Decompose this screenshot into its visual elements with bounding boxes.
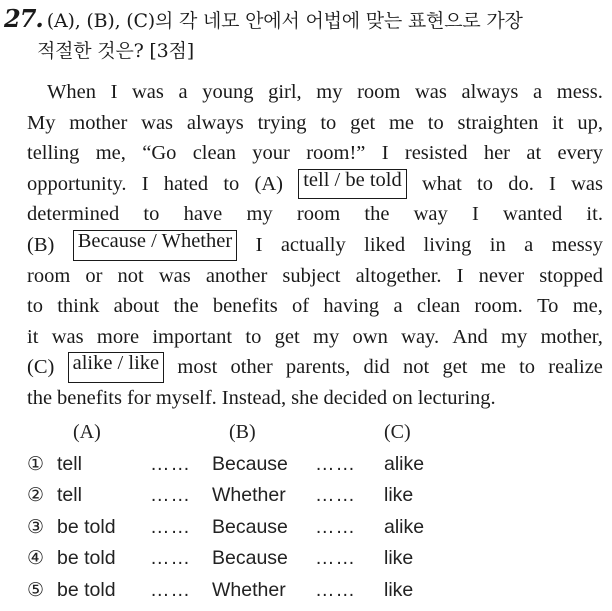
word: most: [177, 356, 218, 379]
word: was: [132, 81, 164, 103]
option-number: ③: [27, 515, 45, 538]
word: telling: [27, 142, 80, 165]
option-number: ①: [27, 452, 45, 475]
passage-line: [27, 322, 603, 353]
word: opportunity.: [27, 172, 127, 195]
word: me,: [95, 142, 126, 165]
word: I: [549, 172, 556, 195]
word: get: [274, 325, 300, 348]
word: her: [483, 142, 511, 165]
word: room: [27, 264, 71, 287]
word: it: [552, 111, 564, 134]
word: important: [152, 325, 233, 348]
word: she: [291, 386, 319, 409]
word: lecturing.: [417, 386, 496, 409]
word: When: [47, 81, 96, 103]
option-a: tell: [57, 452, 82, 475]
option-b: Whether: [212, 578, 286, 601]
option-row[interactable]: [27, 453, 447, 485]
word: subject: [282, 264, 341, 287]
word: what: [421, 172, 462, 195]
question-header: [4, 4, 604, 66]
word: to: [245, 325, 262, 348]
word: My: [27, 111, 56, 134]
passage-line: [27, 199, 603, 230]
word: was: [571, 172, 603, 195]
word: other: [230, 356, 273, 379]
word: Instead,: [221, 386, 287, 409]
word: benefits: [212, 295, 278, 318]
question-prompt: (A), (B), (C)의 각 네모 안에서 어법에 맞는 표현으로 가장: [46, 10, 523, 32]
answer-choice-box: tell / be told: [298, 169, 407, 200]
word: me: [480, 356, 506, 379]
word: stopped: [539, 264, 603, 287]
word: clean: [192, 142, 236, 165]
word: (A): [254, 172, 283, 195]
option-c: like: [384, 578, 414, 601]
answer-choice-box: Because / Whether: [73, 230, 237, 261]
word: actually: [280, 233, 346, 256]
word: was: [158, 264, 191, 287]
word: young: [202, 81, 254, 103]
word: me,: [572, 295, 603, 318]
separator: ……: [150, 547, 191, 570]
option-b: Because: [212, 515, 288, 538]
word: the: [173, 295, 199, 318]
word: mother: [69, 111, 128, 134]
option-c: alike: [384, 452, 425, 475]
separator: ……: [315, 515, 356, 538]
passage-line: [27, 138, 603, 169]
option-a: be told: [57, 547, 116, 570]
option-number: ④: [27, 547, 45, 570]
word: at: [526, 142, 542, 165]
word: parents,: [285, 356, 351, 379]
word: more: [96, 325, 140, 348]
word: I: [381, 142, 389, 165]
word: To: [537, 295, 559, 318]
word: my: [313, 325, 340, 348]
option-c: like: [384, 547, 414, 570]
word: was: [141, 111, 174, 134]
word: room: [296, 203, 341, 226]
word: for: [126, 386, 151, 409]
question-line-2: 적절한 것은? [3점]: [37, 40, 194, 62]
separator: ……: [150, 515, 191, 538]
word: about: [113, 295, 160, 318]
option-a: tell: [57, 484, 82, 507]
word: trying: [257, 111, 307, 134]
word: not: [402, 356, 430, 379]
passage-line: [27, 77, 603, 108]
word: way.: [401, 325, 440, 348]
word: to: [27, 295, 43, 318]
passage-line: [27, 169, 603, 200]
option-a: be told: [57, 515, 116, 538]
word: it: [27, 325, 39, 348]
word: benefits: [57, 386, 122, 409]
word: straighten: [457, 111, 539, 134]
word: in: [489, 233, 506, 256]
passage-line: [27, 108, 603, 139]
word: to: [223, 172, 240, 195]
word: (C): [27, 356, 55, 379]
word: always: [186, 111, 244, 134]
passage-line: [27, 261, 603, 292]
word: the: [364, 203, 390, 226]
word: resisted: [404, 142, 468, 165]
word: wanted: [503, 203, 563, 226]
separator: ……: [150, 578, 191, 601]
word: mess.: [556, 81, 603, 103]
word: I: [471, 203, 479, 226]
word: think: [57, 295, 100, 318]
word: a: [393, 295, 403, 318]
word: realize: [548, 356, 603, 379]
word: get: [442, 356, 468, 379]
answer-options: [27, 421, 447, 611]
option-row[interactable]: [27, 484, 447, 516]
word: to: [320, 111, 337, 134]
word: a: [524, 233, 534, 256]
option-number: ②: [27, 484, 45, 507]
word: another: [205, 264, 268, 287]
passage-line: [27, 291, 603, 322]
word: on: [392, 386, 413, 409]
option-c: alike: [384, 515, 425, 538]
word: I: [141, 172, 149, 195]
word: your: [252, 142, 290, 165]
word: not: [117, 264, 144, 287]
header-b: (B): [229, 421, 256, 443]
word: of: [292, 295, 310, 318]
word: room!”: [306, 142, 366, 165]
word: to: [143, 203, 160, 226]
word: I: [255, 233, 263, 256]
option-number: ⑤: [27, 578, 45, 601]
word: a: [533, 81, 543, 103]
option-c: like: [384, 484, 414, 507]
word: or: [85, 264, 103, 287]
word: to: [519, 356, 536, 379]
word: altogether.: [355, 264, 442, 287]
passage: [27, 77, 603, 414]
word: to: [427, 111, 444, 134]
passage-line: [27, 230, 603, 261]
header-c: (C): [384, 421, 411, 443]
word: to: [477, 172, 493, 195]
option-a: be told: [57, 578, 116, 601]
word: me: [388, 111, 414, 134]
word: decided: [323, 386, 388, 409]
word: clean: [416, 295, 461, 318]
options-header: [27, 421, 447, 453]
word: living: [423, 233, 472, 256]
word: up,: [577, 111, 603, 134]
question-number: 27.: [4, 4, 43, 33]
word: always: [461, 81, 519, 103]
word: girl,: [268, 81, 302, 103]
word: liked: [364, 233, 406, 256]
word: did: [363, 356, 390, 379]
question-line-1: [4, 4, 604, 36]
word: I: [110, 81, 118, 103]
word: mother,: [540, 325, 603, 348]
option-b: Whether: [212, 484, 286, 507]
word: own: [352, 325, 388, 348]
separator: ……: [150, 452, 191, 475]
word: the: [27, 386, 53, 409]
header-a: (A): [73, 421, 101, 443]
word: my: [501, 325, 528, 348]
word: way: [413, 203, 448, 226]
word: having: [323, 295, 380, 318]
word: determined: [27, 203, 120, 226]
word: have: [183, 203, 223, 226]
option-b: Because: [212, 547, 288, 570]
word: room.: [474, 295, 523, 318]
word: (B): [27, 233, 55, 256]
option-row[interactable]: [27, 579, 447, 611]
word: “Go: [142, 142, 177, 165]
word: And: [452, 325, 488, 348]
word: was: [414, 81, 447, 103]
word: I: [456, 264, 464, 287]
option-b: Because: [212, 452, 288, 475]
option-row[interactable]: [27, 516, 447, 548]
passage-line: [27, 383, 603, 414]
separator: ……: [315, 547, 356, 570]
word: my: [246, 203, 273, 226]
answer-choice-box: alike / like: [68, 352, 165, 383]
word: a: [178, 81, 188, 103]
word: was: [51, 325, 84, 348]
word: myself.: [155, 386, 217, 409]
word: my: [316, 81, 343, 103]
separator: ……: [315, 452, 356, 475]
passage-line: [27, 352, 603, 383]
word: messy: [551, 233, 603, 256]
separator: ……: [315, 484, 356, 507]
separator: ……: [150, 484, 191, 507]
word: room: [357, 81, 401, 103]
word: it.: [586, 203, 603, 226]
word: every: [557, 142, 603, 165]
option-row[interactable]: [27, 547, 447, 579]
word: never: [478, 264, 525, 287]
word: do.: [508, 172, 534, 195]
word: hated: [163, 172, 209, 195]
separator: ……: [315, 578, 356, 601]
word: get: [350, 111, 376, 134]
